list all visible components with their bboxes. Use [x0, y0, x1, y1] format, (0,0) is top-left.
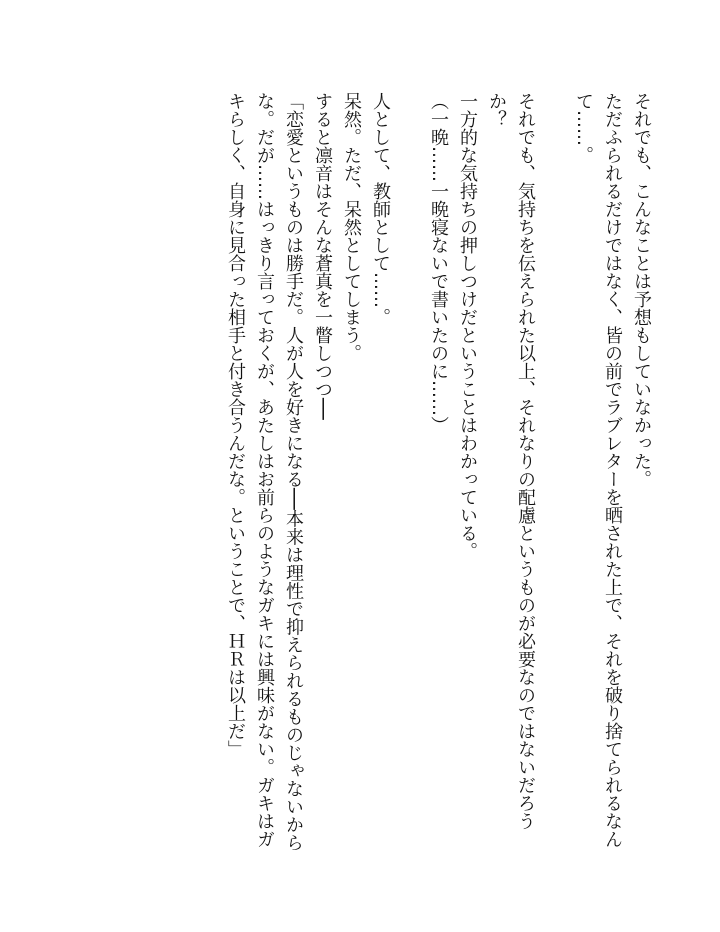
paragraph-4: 一方的な気持ちの押しつけだということはわかっている。	[457, 92, 478, 560]
paragraph-5: （一晩……一晩寝ないで書いたのに……）	[428, 92, 449, 434]
paragraph-6: 人として、教師として……。	[370, 92, 391, 326]
paragraph-3: それでも、気持ちを伝えられた以上、それなりの配慮というものが必要なのではないだろうか？	[486, 92, 536, 830]
blank-line-1	[540, 92, 569, 852]
paragraph-9: 「恋愛というものは勝手だ。人が人を好きになる──本来は理性で抑えられるものじゃないからな。だが……はっきり言っておくが、あたしはお前らのようなガキには興味がない。ガキはガキらしく、自身に見合った相手と付き合うんだな。ということで、ＨＲは以上だ」	[225, 92, 304, 852]
blank-line-2	[395, 92, 424, 852]
paragraph-8: すると凛音はそんな蒼真を一瞥しつつ──	[312, 92, 333, 420]
vertical-text-body	[96, 92, 656, 852]
paragraph-2: ただふられるだけではなく、皆の前でラブレターを晒された上で、それを破り捨てられるなんて……。	[573, 92, 623, 848]
paragraph-1: それでも、こんなことは予想もしていなかった。	[631, 92, 652, 488]
paragraph-7: 呆然。ただ、呆然としてしまう。	[341, 92, 362, 362]
